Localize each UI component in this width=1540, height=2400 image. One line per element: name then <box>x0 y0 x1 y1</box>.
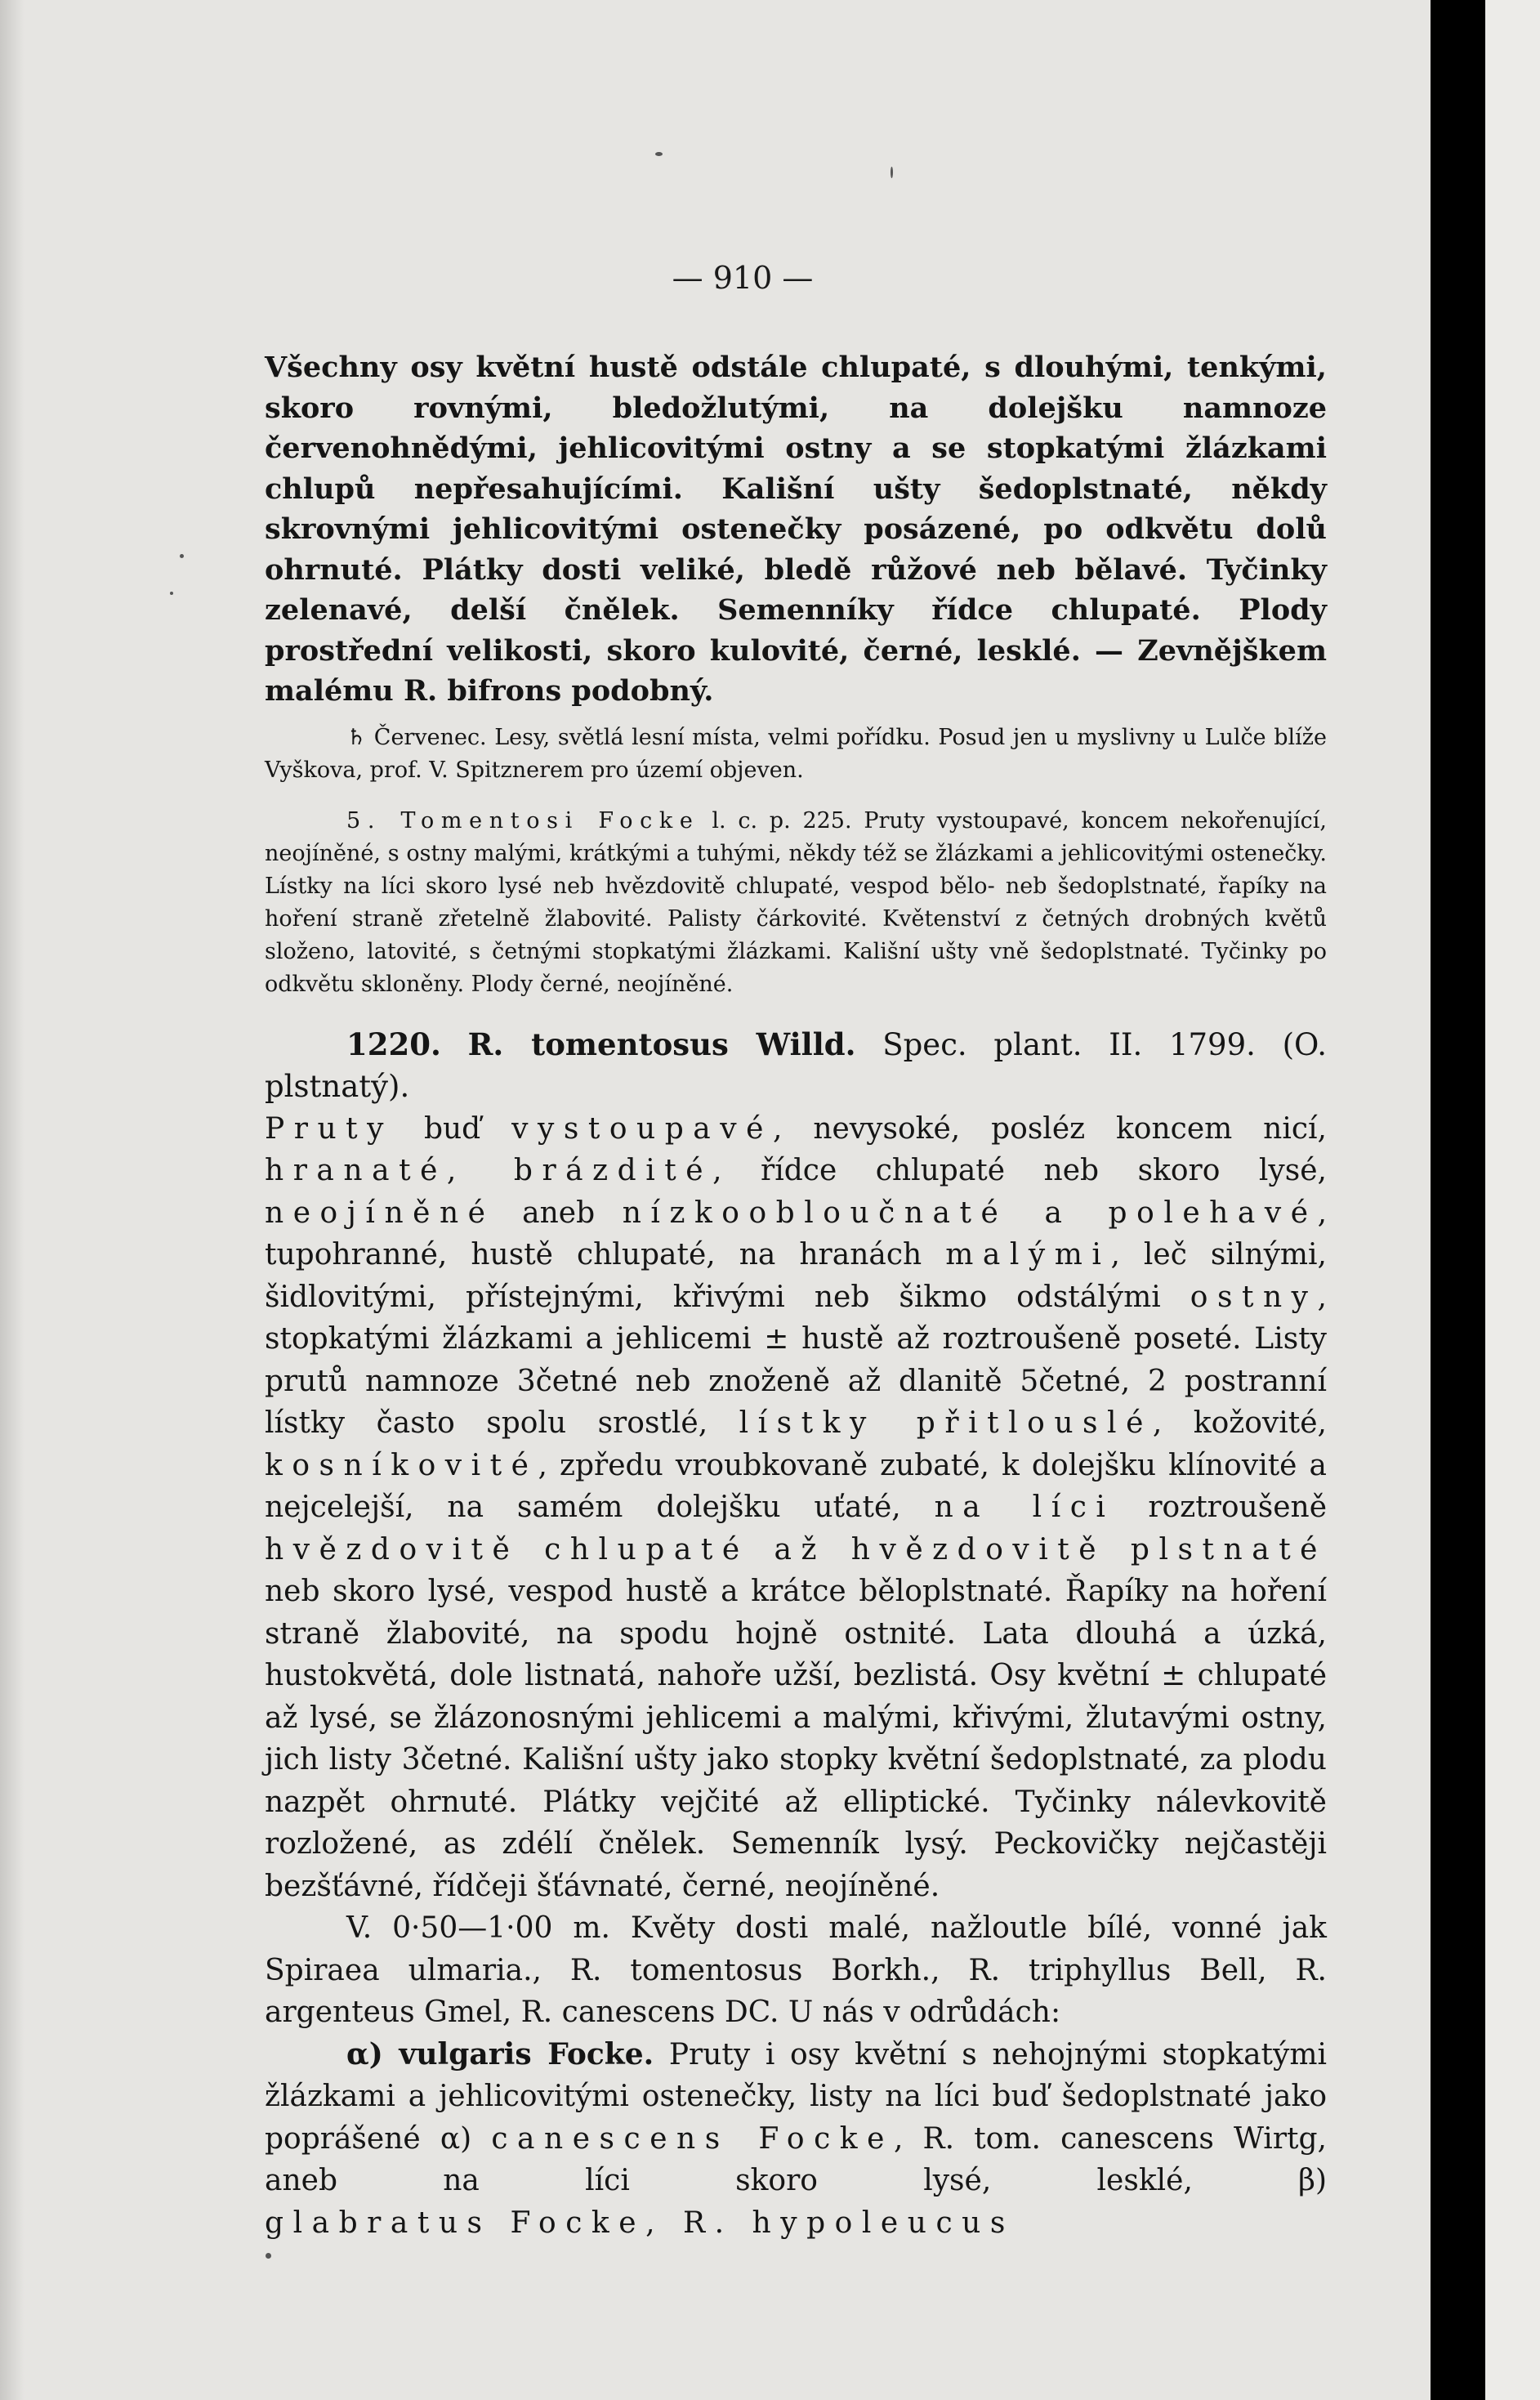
species-name: R. tomentosus Willd. <box>467 1026 856 1062</box>
emphasized-term: na líci <box>934 1491 1115 1524</box>
description-text: , zpředu vroubkovaně zubaté, k dolejšku klínovité a nejcelejší, na samém dolejšku uťaté, <box>265 1448 1327 1524</box>
description-text: buď <box>393 1111 512 1146</box>
page-body <box>265 347 1327 2244</box>
speck <box>170 592 173 595</box>
species-citation: Spec. plant. II. 1799. (O. plstnatý). <box>265 1026 1327 1104</box>
intro-paragraph: Všechny osy květní hustě odstále chlupaté, s dlouhými, tenkými, skoro rovnými, bledožlutými, na dolejšku namnoze červenohnědými, jehlicovitými ostny a se stopkatými žlázkami chlupů nepřesahujícími. Kališní ušty šedoplstnaté, někdy skrovnými jehlicovitými ostenečky posázené, po odkvětu dolů ohrnuté. Plátky dosti veliké, bledě růžové neb bělavé. Tyčinky zelenavé, delší čnělek. Semenníky řídce chlupaté. Plody prostřední velikosti, skoro kulovité, černé, lesklé. — Zevnějškem malému R. bifrons podobný. <box>265 351 1327 708</box>
emphasized-term: ostny <box>1190 1280 1318 1314</box>
speck <box>891 167 893 178</box>
variety-form-1: canescens Focke <box>491 2121 894 2156</box>
description-text: , tupohranné, hustě chlupaté, na hranách <box>265 1196 1328 1272</box>
description-text: roztroušeně <box>1114 1491 1327 1524</box>
speck <box>266 2253 271 2259</box>
description-text: aneb <box>494 1196 623 1230</box>
description-text: , stopkatými žlázkami a jehlicemi ± hustě až roztroušeně poseté. Listy prutů namnoze 3četné neb znoženě až dlanitě 5četné, 2 postranní lístky často spolu srostlé, <box>265 1280 1327 1440</box>
binding-edge <box>1431 0 1485 2400</box>
page-edge-shadow <box>0 0 25 2400</box>
emphasized-term: kosníkovité <box>265 1448 538 1482</box>
section-5-lead: 5. Tomentosi Focke <box>346 807 700 834</box>
species-heading <box>265 1024 1327 1108</box>
description-text: , leč silnými, šidlovitými, přístejnými, křivými neb šikmo odstálými <box>265 1238 1328 1314</box>
page-number: — 910 — <box>672 260 814 296</box>
description-text: neb skoro lysé, vespod hustě a krátce běloplstnaté. Řapíky na hoření straně žlabovité, na spodu hojně ostnité. Lata dlouhá a úzká, hustokvětá, dole listnatá, nahoře užší, bezlistá. Osy květní ± chlupaté až lysé, se žlázonosnými jehlicemi a malými, křivými, žlutavými ostny, jich listy 3četné. Kališní ušty jako stopky květní šedoplstnaté, za plodu nazpět ohrnuté. Plátky vejčité až elliptické. Tyčinky nálevkovitě rozložené, as zdélí čnělek. Semenník lysý. Peckovičky nejčastěji bezšťávné, řídčeji šťávnaté, černé, neojíněné. <box>265 1575 1327 1903</box>
species-description <box>265 1108 1327 1908</box>
section-5-text: l. c. p. 225. Pruty vystoupavé, koncem nekořenující, neojíněné, s ostny malými, krátkými a tuhými, někdy též se žlázkami a jehlicovitými ostenečky. Lístky na líci skoro lysé neb hvězdovitě chlupaté, vespod bělo- neb šedoplstnaté, řapíky na hoření straně zřetelně žlabovité. Palisty čárkovité. Květenství z četných drobných květů složeno, latovité, s četnými stopkatými žlázkami. Kališní ušty vně šedoplstnaté. Tyčinky po odkvětu skloněny. Plody černé, neojíněné. <box>265 807 1327 997</box>
emphasized-term: malými <box>945 1238 1111 1272</box>
emphasized-term: neojíněné <box>265 1196 495 1230</box>
emphasized-term: Pruty <box>265 1111 394 1146</box>
emphasized-term: hranaté, brázdité <box>265 1154 713 1187</box>
emphasized-term: nízkoobloučnaté a polehavé <box>622 1196 1318 1230</box>
emphasized-term: lístky přitlouslé <box>739 1406 1153 1440</box>
emphasized-term: hvězdovitě chlupaté až hvězdovitě plstnaté <box>265 1532 1327 1566</box>
variety-form-2: glabratus Focke, R. hypoleucus <box>265 2206 1015 2240</box>
emphasized-term: vystoupavé <box>511 1111 773 1146</box>
description-text: , řídce chlupaté neb skoro lysé, <box>712 1154 1327 1187</box>
speck <box>180 554 184 558</box>
locality-note: ♄ Červenec. Lesy, světlá lesní místa, velmi pořídku. Posud jen u myslivny u Lulče blíže Vyškova, prof. V. Spitznerem pro území objeven. <box>265 724 1327 783</box>
speck <box>655 152 663 156</box>
variety-text-2: , R. tom. canescens Wirtg, aneb na líci skoro lysé, lesklé, β) <box>265 2121 1327 2197</box>
section-5-paragraph <box>265 805 1327 1001</box>
description-text: , nevysoké, posléz koncem nicí, <box>772 1111 1328 1146</box>
description-text: , kožovité, <box>1152 1406 1327 1440</box>
variety-paragraph <box>265 2034 1327 2245</box>
variety-label: α) vulgaris Focke. <box>346 2036 654 2072</box>
species-flowering: V. 0·50—1·00 m. Květy dosti malé, nažloutle bílé, vonné jak Spiraea ulmaria., R. tomentosus Borkh., R. triphyllus Bell, R. argenteus Gmel, R. canescens DC. U nás v odrůdách: <box>265 1911 1327 2029</box>
species-number: 1220. <box>346 1026 441 1062</box>
variety-text-1: Pruty i osy květní s nehojnými stopkatými žlázkami a jehlicovitými ostenečky, listy na líci buď šedoplstnaté jako poprášené α) <box>265 2037 1327 2156</box>
